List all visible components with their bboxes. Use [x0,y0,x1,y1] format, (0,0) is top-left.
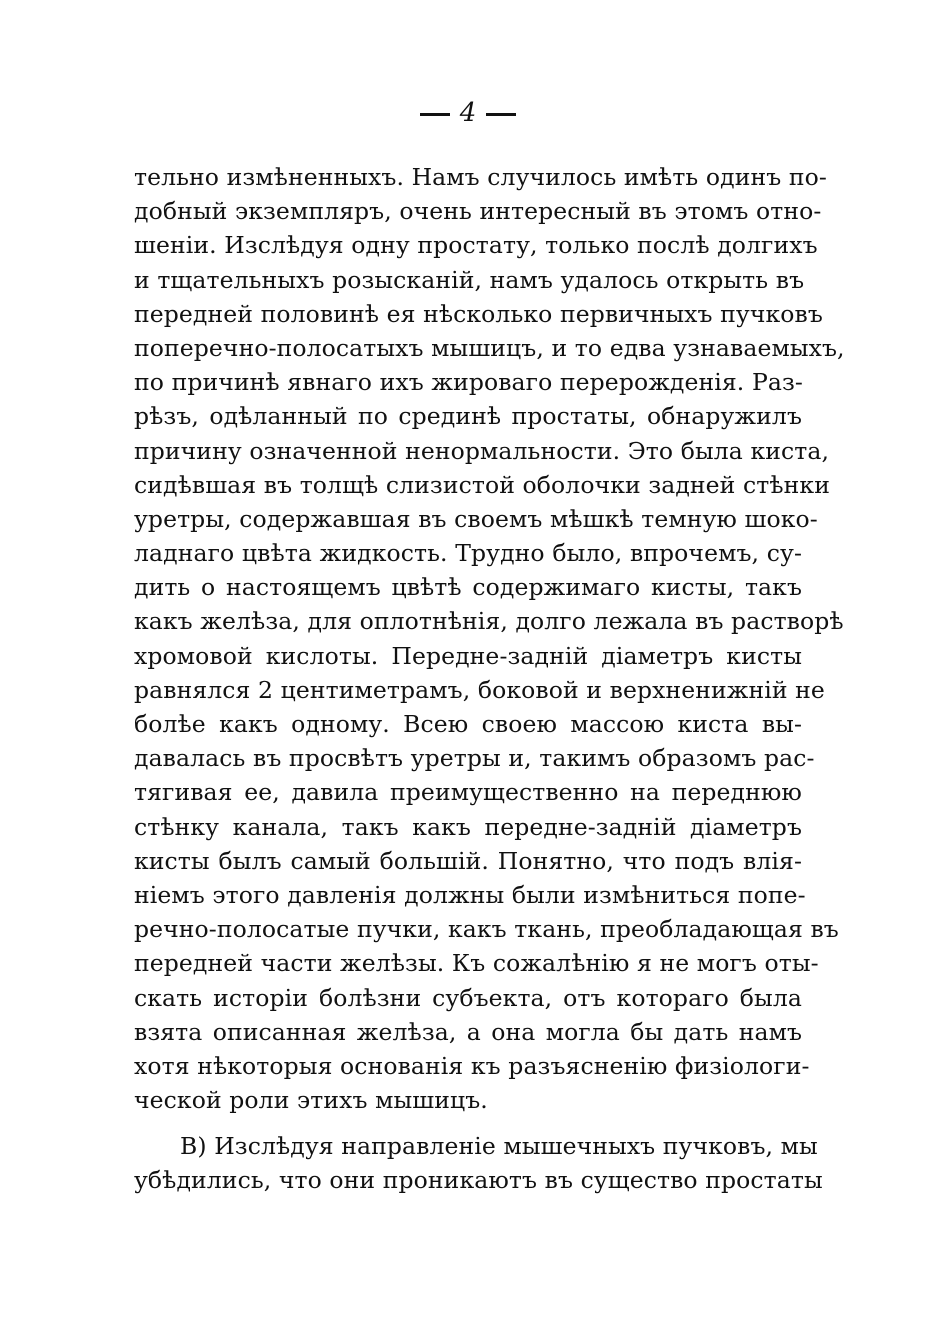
body-text [134,160,845,1198]
text-line: ческой роли этихъ мышицъ. [134,1086,488,1115]
text-line: убѣдились, что они проникаютъ въ существо простаты [134,1166,823,1195]
text-line: и тщательныхъ розысканій, намъ удалось открыть въ [134,265,805,294]
text-line: скать исторіи болѣзни субъекта, отъ котораго была [134,983,802,1012]
text-line: стѣнку канала, такъ какъ передне-задній діаметръ [134,812,802,841]
text-line: причину означенной ненормальности. Это была киста, [134,436,830,465]
text-line: передней части желѣзы. Къ сожалѣнію я не могъ оты- [134,949,819,978]
text-line: дить о настоящемъ цвѣтѣ содержимаго кисты, такъ [134,573,802,602]
text-line: давалась въ просвѣтъ уретры и, такимъ образомъ рас- [134,744,815,773]
text-line: взята описанная желѣза, а она могла бы дать намъ [134,1017,802,1046]
paragraph-2 [134,1129,823,1197]
page-number-dash-left [420,113,450,116]
text-line: кисты былъ самый большій. Понятно, что подъ влія- [134,846,802,875]
text-line: ладнаго цвѣта жидкость. Трудно было, впрочемъ, су- [134,539,802,568]
text-line: В) Изслѣдуя направленіе мышечныхъ пучковъ, мы [180,1132,818,1161]
text-line: по причинѣ явнаго ихъ жироваго перерожденія. Раз- [134,368,803,397]
text-line: шеніи. Изслѣдуя одну простату, только послѣ долгихъ [134,231,818,260]
text-line: уретры, содержавшая въ своемъ мѣшкѣ темную шоко- [134,504,818,533]
text-line: хромовой кислоты. Передне-задній діаметръ кисты [134,641,802,670]
text-line: добный экземпляръ, очень интересный въ этомъ отно- [134,197,822,226]
text-line: какъ желѣза, для оплотнѣнія, долго лежала въ растворѣ [134,607,844,636]
page-number [0,98,936,128]
text-line: хотя нѣкоторыя основанія къ разъясненію физіологи- [134,1051,810,1080]
text-line: сидѣвшая въ толщѣ слизистой оболочки задней стѣнки [134,470,830,499]
text-line: рѣзъ, одѣланный по срединѣ простаты, обнаружилъ [134,402,802,431]
page-number-dash-right [486,113,516,116]
paragraph-1 [134,160,845,1117]
text-line: ніемъ этого давленія должны были измѣниться попе- [134,880,806,909]
text-line: равнялся 2 центиметрамъ, боковой и верхненижній не [134,675,825,704]
text-line: речно-полосатые пучки, какъ ткань, преобладающая въ [134,915,839,944]
text-line: передней половинѣ ея нѣсколько первичныхъ пучковъ [134,299,823,328]
text-line: тельно измѣненныхъ. Намъ случилось имѣть одинъ по- [134,163,827,191]
text-line: поперечно-полосатыхъ мышицъ, и то едва узнаваемыхъ, [134,333,845,362]
paragraph-gap [134,1117,802,1129]
text-line: тягивая ее, давила преимущественно на переднюю [134,778,802,807]
page-number-value: 4 [459,98,477,128]
text-line: болѣе какъ одному. Всею своею массою киста вы- [134,710,802,738]
